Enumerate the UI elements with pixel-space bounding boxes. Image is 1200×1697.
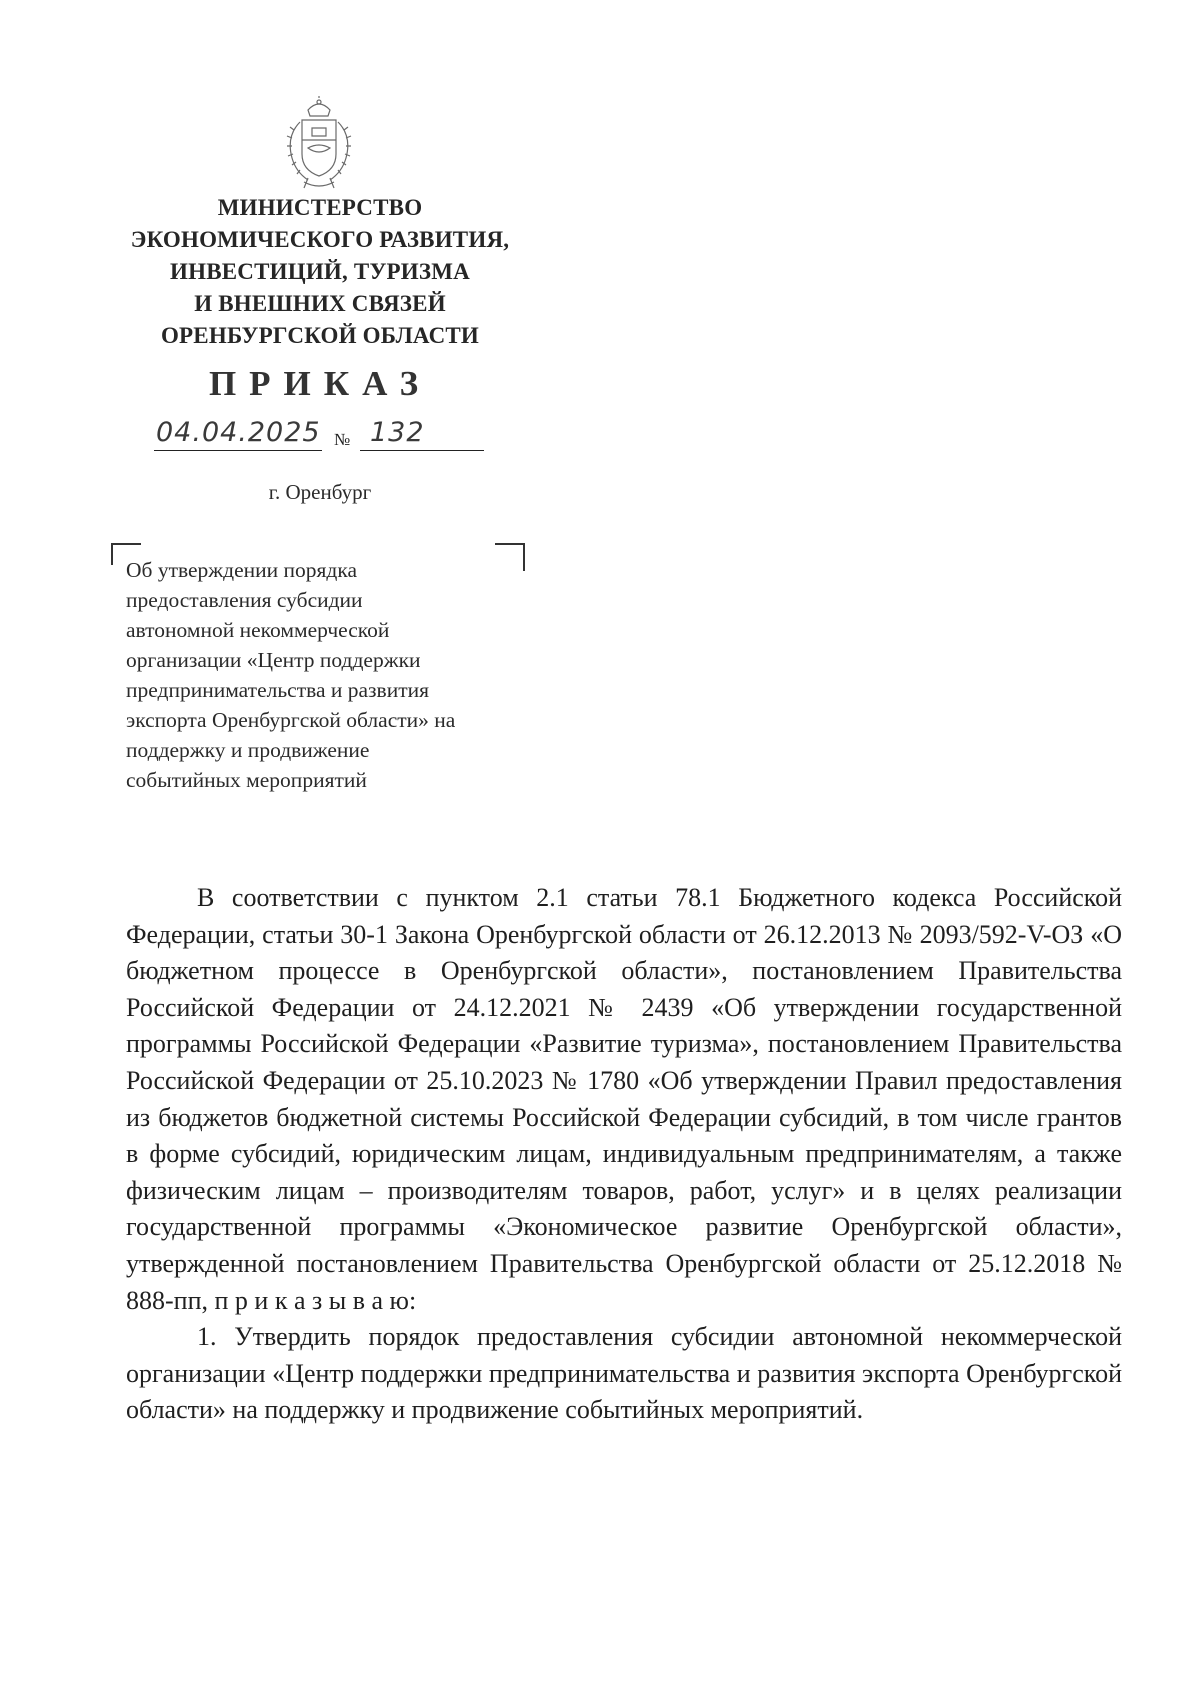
order-body: [126, 880, 1122, 1429]
ministry-line: МИНИСТЕРСТВО: [217, 195, 423, 220]
subject-line: предоставления субсидии: [126, 588, 363, 612]
subject-line: предпринимательства и развития: [126, 678, 429, 702]
coat-of-arms-emblem: [278, 96, 360, 192]
preamble-paragraph: В соответствии с пунктом 2.1 статьи 78.1 Бюджетного кодекса Российской Федерации, статьи 30-1 Закона Оренбургской области от 26.12.2013 № 2093/592-V-ОЗ «О бюджетном процессе в Оренбургской области», постановлением Правительства Российской Федерации от 24.12.2021 № 2439 «Об утверждении государственной программы Российской Федерации «Развитие туризма», постановлением Правительства Российской Федерации от 25.10.2023 № 1780 «Об утверждении Правил предоставления из бюджетов бюджетной системы Российской Федерации субсидий, в том числе грантов в форме субсидий, юридическим лицам, индивидуальным предпринимателям, а также физическим лицам – производителям товаров, работ, услуг» и в целях реализации государственной программы «Экономическое развитие Оренбургской области», утвержденной постановлением Правительства Оренбургской области от 25.12.2018 № 888-пп, п р и к а з ы в а ю:: [126, 883, 1122, 1315]
subject-line: Об утверждении порядка: [126, 558, 358, 582]
ministry-name: [100, 192, 540, 352]
order-item-1: 1. Утвердить порядок предоставления субсидии автономной некоммерческой организации «Центр поддержки предпринимательства и развития экспорта Оренбургской области» на поддержку и продвижение событийных мероприятий.: [126, 1322, 1122, 1425]
handwritten-date: 04.04.2025: [156, 417, 321, 448]
ministry-line: ЭКОНОМИЧЕСКОГО РАЗВИТИЯ,: [130, 227, 510, 252]
coat-of-arms-icon: [278, 96, 360, 192]
subject-line: поддержку и продвижение: [126, 738, 370, 762]
number-underline: [360, 450, 484, 451]
date-number-row: [154, 418, 484, 458]
subject-line: экспорта Оренбургской области» на: [126, 708, 456, 732]
handwritten-number: 132: [370, 417, 425, 448]
ministry-line: И ВНЕШНИХ СВЯЗЕЙ: [194, 291, 446, 316]
subject-line: организации «Центр поддержки: [126, 648, 421, 672]
city-name: г. Оренбург: [268, 480, 372, 504]
subject-line: событийных мероприятий: [126, 768, 367, 792]
ministry-line: ОРЕНБУРГСКОЙ ОБЛАСТИ: [160, 323, 480, 348]
order-subject: [126, 555, 526, 795]
number-sign: №: [334, 430, 351, 449]
ministry-line: ИНВЕСТИЦИЙ, ТУРИЗМА: [170, 259, 470, 284]
subject-line: автономной некоммерческой: [126, 618, 390, 642]
document-type-title: ПРИКАЗ: [208, 364, 432, 403]
date-underline: [154, 450, 322, 451]
